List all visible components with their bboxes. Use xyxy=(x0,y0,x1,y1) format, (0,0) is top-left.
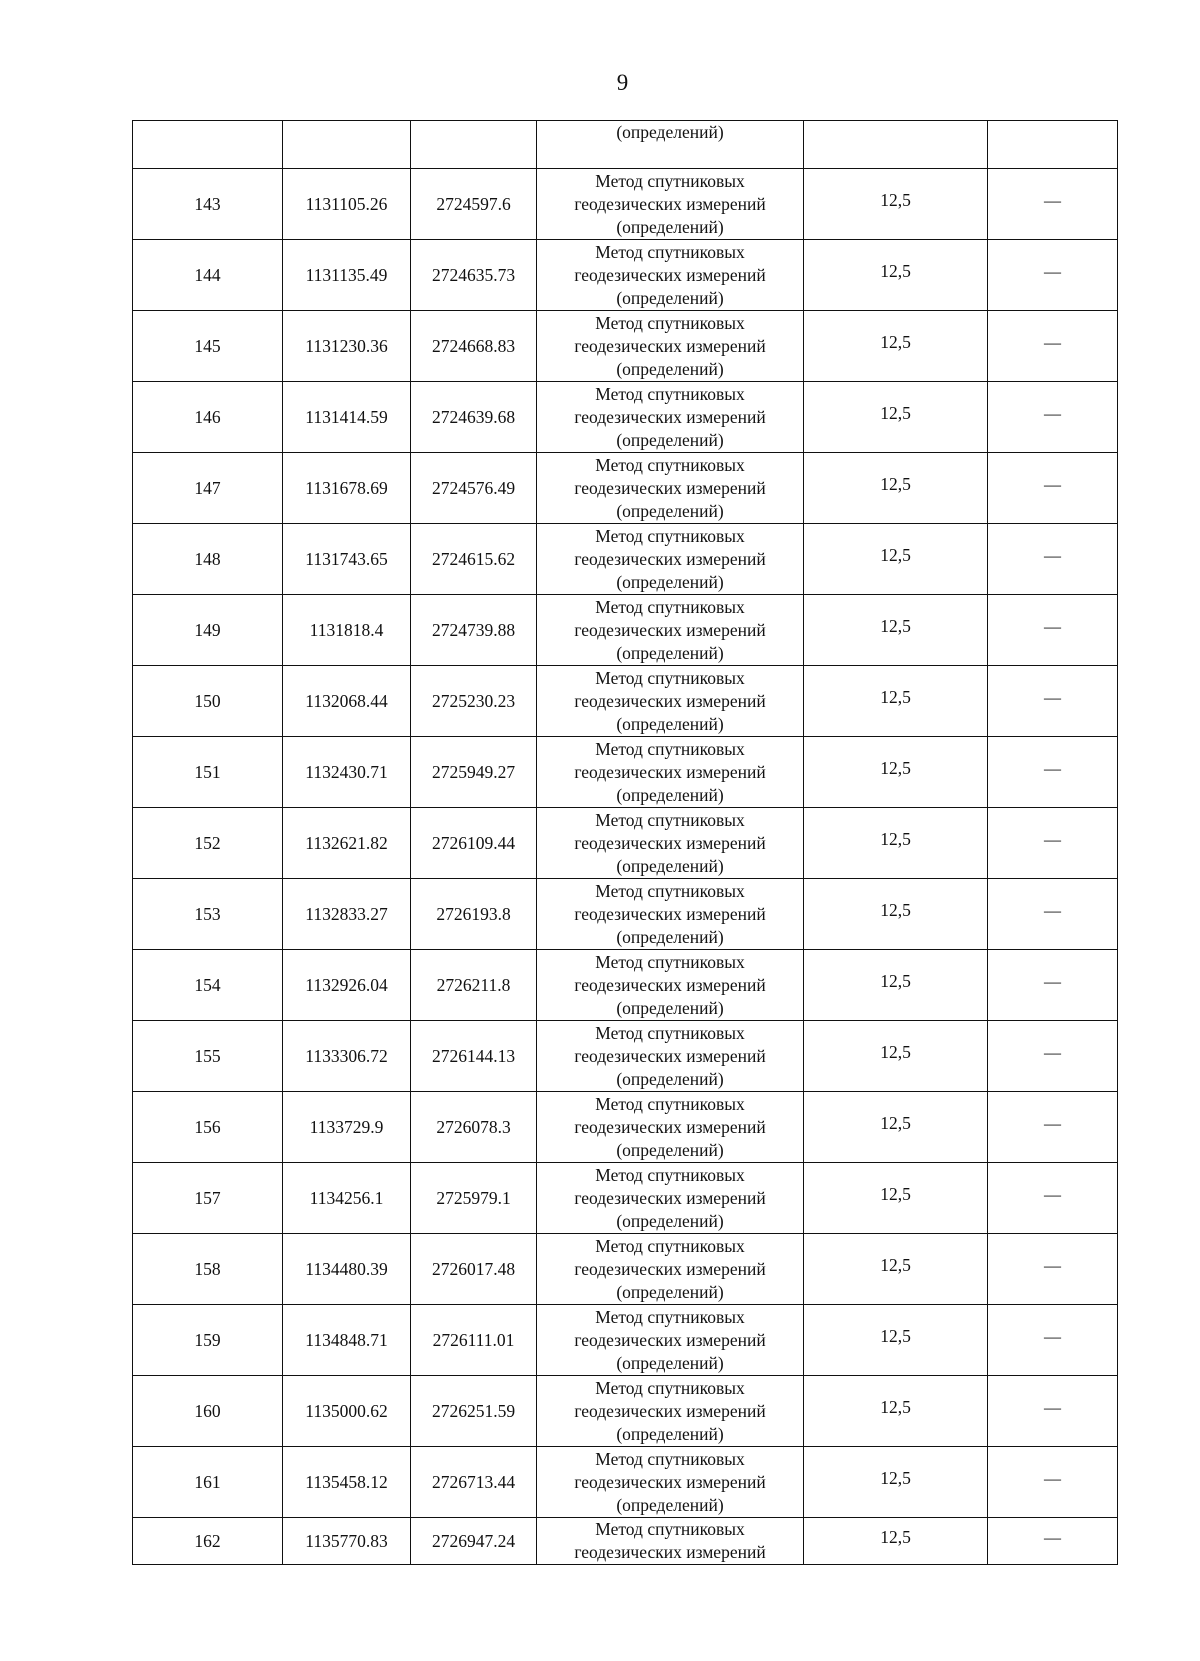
cell-note: — xyxy=(988,950,1118,1021)
cell-note: — xyxy=(988,1234,1118,1305)
cell-precision: 12,5 xyxy=(804,453,988,524)
method-line: (определений) xyxy=(616,1494,724,1515)
method-line: геодезических измерений xyxy=(574,690,766,711)
method-line: (определений) xyxy=(616,1281,724,1302)
cell-point-number: 148 xyxy=(133,524,283,595)
cell-method xyxy=(537,1021,804,1092)
method-line: геодезических измерений xyxy=(574,264,766,285)
cell-precision: 12,5 xyxy=(804,879,988,950)
cell-precision: 12,5 xyxy=(804,808,988,879)
method-line: (определений) xyxy=(616,358,724,379)
cell-method xyxy=(537,737,804,808)
method-line: (определений) xyxy=(616,216,724,237)
method-line: Метод спутниковых xyxy=(595,596,745,617)
cell-x xyxy=(283,121,411,169)
table-row xyxy=(133,1376,1118,1447)
cell-y: 2726109.44 xyxy=(411,808,537,879)
method-line: (определений) xyxy=(616,571,724,592)
table-row xyxy=(133,950,1118,1021)
method-line: (определений) xyxy=(616,1423,724,1444)
cell-point-number: 146 xyxy=(133,382,283,453)
cell-note: — xyxy=(988,808,1118,879)
method-line: (определений) xyxy=(616,429,724,450)
coordinates-table xyxy=(132,120,1118,1565)
method-line: геодезических измерений xyxy=(574,619,766,640)
method-line: (определений) xyxy=(616,855,724,876)
table-row xyxy=(133,240,1118,311)
cell-method xyxy=(537,524,804,595)
cell-precision xyxy=(804,121,988,169)
cell-y: 2726947.24 xyxy=(411,1518,537,1565)
table-row xyxy=(133,1163,1118,1234)
cell-precision: 12,5 xyxy=(804,737,988,808)
cell-point-number: 147 xyxy=(133,453,283,524)
table-row xyxy=(133,595,1118,666)
method-line: Метод спутниковых xyxy=(595,880,745,901)
method-line: (определений) xyxy=(616,926,724,947)
cell-precision: 12,5 xyxy=(804,1021,988,1092)
cell-point-number: 161 xyxy=(133,1447,283,1518)
cell-y: 2726211.8 xyxy=(411,950,537,1021)
cell-note: — xyxy=(988,453,1118,524)
cell-note: — xyxy=(988,879,1118,950)
cell-point-number: 152 xyxy=(133,808,283,879)
cell-method xyxy=(537,1447,804,1518)
method-line: Метод спутниковых xyxy=(595,170,745,191)
cell-point-number: 143 xyxy=(133,169,283,240)
cell-note: — xyxy=(988,1163,1118,1234)
method-line: Метод спутниковых xyxy=(595,951,745,972)
cell-note: — xyxy=(988,311,1118,382)
method-line: Метод спутниковых xyxy=(595,454,745,475)
method-line: геодезических измерений xyxy=(574,1116,766,1137)
cell-y: 2724639.68 xyxy=(411,382,537,453)
cell-precision: 12,5 xyxy=(804,1305,988,1376)
cell-x: 1133729.9 xyxy=(283,1092,411,1163)
cell-method xyxy=(537,808,804,879)
method-line: геодезических измерений xyxy=(574,193,766,214)
method-line: геодезических измерений xyxy=(574,406,766,427)
cell-precision: 12,5 xyxy=(804,666,988,737)
table-row xyxy=(133,737,1118,808)
cell-precision: 12,5 xyxy=(804,1376,988,1447)
continuation-row xyxy=(133,121,1118,169)
cell-y: 2726017.48 xyxy=(411,1234,537,1305)
cell-note: — xyxy=(988,240,1118,311)
cell-point-number: 156 xyxy=(133,1092,283,1163)
cell-method xyxy=(537,1234,804,1305)
cell-precision: 12,5 xyxy=(804,1092,988,1163)
cell-method xyxy=(537,382,804,453)
cell-point-number: 144 xyxy=(133,240,283,311)
method-line: Метод спутниковых xyxy=(595,1235,745,1256)
cell-precision: 12,5 xyxy=(804,382,988,453)
table-row xyxy=(133,524,1118,595)
method-line: геодезических измерений xyxy=(574,1329,766,1350)
cell-precision: 12,5 xyxy=(804,1163,988,1234)
method-line: (определений) xyxy=(616,784,724,805)
cell-y: 2726144.13 xyxy=(411,1021,537,1092)
cell-y xyxy=(411,121,537,169)
method-line: (определений) xyxy=(616,500,724,521)
method-line: (определений) xyxy=(616,1068,724,1089)
cell-point-number: 162 xyxy=(133,1518,283,1565)
cell-point-number: 145 xyxy=(133,311,283,382)
cell-x: 1134848.71 xyxy=(283,1305,411,1376)
cell-precision: 12,5 xyxy=(804,240,988,311)
cell-x: 1132833.27 xyxy=(283,879,411,950)
cell-note: — xyxy=(988,595,1118,666)
cell-y: 2724597.6 xyxy=(411,169,537,240)
table-body xyxy=(133,121,1118,1565)
cell-point-number: 158 xyxy=(133,1234,283,1305)
cell-x: 1132621.82 xyxy=(283,808,411,879)
cell-x: 1131230.36 xyxy=(283,311,411,382)
cell-precision: 12,5 xyxy=(804,1234,988,1305)
cell-note: — xyxy=(988,1376,1118,1447)
method-line: (определений) xyxy=(616,1352,724,1373)
table-row xyxy=(133,1447,1118,1518)
cell-point-number: 157 xyxy=(133,1163,283,1234)
cell-point-number: 150 xyxy=(133,666,283,737)
cell-y: 2726078.3 xyxy=(411,1092,537,1163)
cell-point-number: 153 xyxy=(133,879,283,950)
page-number: 9 xyxy=(616,70,629,95)
cell-note: — xyxy=(988,524,1118,595)
cell-point-number: 149 xyxy=(133,595,283,666)
table-row xyxy=(133,1518,1118,1565)
cell-x: 1131135.49 xyxy=(283,240,411,311)
method-line: (определений) xyxy=(616,1210,724,1231)
cell-x: 1134480.39 xyxy=(283,1234,411,1305)
cell-note: — xyxy=(988,1518,1118,1565)
cell-precision: 12,5 xyxy=(804,950,988,1021)
method-line: геодезических измерений xyxy=(574,1258,766,1279)
cell-point-number: 160 xyxy=(133,1376,283,1447)
method-line: геодезических измерений xyxy=(574,1471,766,1492)
cell-precision: 12,5 xyxy=(804,169,988,240)
cell-x: 1134256.1 xyxy=(283,1163,411,1234)
method-line: Метод спутниковых xyxy=(595,1519,745,1539)
cell-method xyxy=(537,1305,804,1376)
cell-precision: 12,5 xyxy=(804,1518,988,1565)
cell-x: 1133306.72 xyxy=(283,1021,411,1092)
method-line: (определений) xyxy=(616,713,724,734)
cell-y: 2725979.1 xyxy=(411,1163,537,1234)
cell-y: 2724739.88 xyxy=(411,595,537,666)
cell-y: 2726193.8 xyxy=(411,879,537,950)
cell-y: 2725949.27 xyxy=(411,737,537,808)
method-line: Метод спутниковых xyxy=(595,809,745,830)
cell-point-number: 155 xyxy=(133,1021,283,1092)
method-line: геодезических измерений xyxy=(574,548,766,569)
method-line: Метод спутниковых xyxy=(595,738,745,759)
method-line: Метод спутниковых xyxy=(595,1377,745,1398)
method-line: (определений) xyxy=(616,287,724,308)
table-row xyxy=(133,1092,1118,1163)
cell-method xyxy=(537,1376,804,1447)
cell-precision: 12,5 xyxy=(804,595,988,666)
method-line: геодезических измерений xyxy=(574,1187,766,1208)
cell-y: 2726251.59 xyxy=(411,1376,537,1447)
cell-method xyxy=(537,169,804,240)
table-row xyxy=(133,1234,1118,1305)
table-row xyxy=(133,311,1118,382)
table-row xyxy=(133,808,1118,879)
cell-method xyxy=(537,240,804,311)
method-line: Метод спутниковых xyxy=(595,1164,745,1185)
method-line: геодезических измерений xyxy=(574,477,766,498)
cell-method xyxy=(537,595,804,666)
method-line: (определений) xyxy=(616,1139,724,1160)
cell-y: 2724615.62 xyxy=(411,524,537,595)
cell-x: 1135458.12 xyxy=(283,1447,411,1518)
method-line: геодезических измерений xyxy=(574,832,766,853)
cell-precision: 12,5 xyxy=(804,524,988,595)
cell-note xyxy=(988,121,1118,169)
table-row xyxy=(133,169,1118,240)
method-line: геодезических измерений xyxy=(574,1045,766,1066)
cell-x: 1131414.59 xyxy=(283,382,411,453)
cell-y: 2724668.83 xyxy=(411,311,537,382)
cell-method xyxy=(537,666,804,737)
cell-x: 1131818.4 xyxy=(283,595,411,666)
cell-method xyxy=(537,311,804,382)
cell-precision: 12,5 xyxy=(804,311,988,382)
cell-method xyxy=(537,1163,804,1234)
cell-x: 1131105.26 xyxy=(283,169,411,240)
cell-point-number: 159 xyxy=(133,1305,283,1376)
cell-x: 1135770.83 xyxy=(283,1518,411,1565)
cell-y: 2724576.49 xyxy=(411,453,537,524)
cell-y: 2726111.01 xyxy=(411,1305,537,1376)
method-line: Метод спутниковых xyxy=(595,1448,745,1469)
cell-point-number: 151 xyxy=(133,737,283,808)
table-row xyxy=(133,453,1118,524)
method-line: (определений) xyxy=(616,997,724,1018)
method-line: Метод спутниковых xyxy=(595,1022,745,1043)
cell-x: 1131743.65 xyxy=(283,524,411,595)
table-row xyxy=(133,666,1118,737)
cell-x: 1131678.69 xyxy=(283,453,411,524)
cell-note: — xyxy=(988,1447,1118,1518)
method-line: Метод спутниковых xyxy=(595,525,745,546)
cell-point-number xyxy=(133,121,283,169)
cell-note: — xyxy=(988,382,1118,453)
cell-x: 1135000.62 xyxy=(283,1376,411,1447)
cell-y: 2725230.23 xyxy=(411,666,537,737)
cell-y: 2724635.73 xyxy=(411,240,537,311)
cell-x: 1132926.04 xyxy=(283,950,411,1021)
cell-method xyxy=(537,453,804,524)
method-line: Метод спутниковых xyxy=(595,1093,745,1114)
cell-note: — xyxy=(988,737,1118,808)
cell-point-number: 154 xyxy=(133,950,283,1021)
table-row xyxy=(133,382,1118,453)
table-row xyxy=(133,1021,1118,1092)
method-line: Метод спутниковых xyxy=(595,383,745,404)
method-line: геодезических измерений xyxy=(574,903,766,924)
method-line: геодезических измерений xyxy=(574,1542,766,1562)
table-row xyxy=(133,1305,1118,1376)
method-line: геодезических измерений xyxy=(574,1400,766,1421)
cell-note: — xyxy=(988,666,1118,737)
method-line: геодезических измерений xyxy=(574,974,766,995)
table-row xyxy=(133,879,1118,950)
method-line: Метод спутниковых xyxy=(595,312,745,333)
cell-method xyxy=(537,950,804,1021)
cell-note: — xyxy=(988,1092,1118,1163)
cell-x: 1132430.71 xyxy=(283,737,411,808)
method-line: Метод спутниковых xyxy=(595,667,745,688)
cell-x: 1132068.44 xyxy=(283,666,411,737)
cell-precision: 12,5 xyxy=(804,1447,988,1518)
cell-method xyxy=(537,1092,804,1163)
method-line: геодезических измерений xyxy=(574,335,766,356)
cell-method xyxy=(537,879,804,950)
method-line: геодезических измерений xyxy=(574,761,766,782)
cell-method: (определений) xyxy=(537,121,804,169)
method-line: (определений) xyxy=(616,642,724,663)
cell-note: — xyxy=(988,169,1118,240)
cell-y: 2726713.44 xyxy=(411,1447,537,1518)
cell-method xyxy=(537,1518,804,1565)
cell-note: — xyxy=(988,1305,1118,1376)
method-line: Метод спутниковых xyxy=(595,241,745,262)
method-line: Метод спутниковых xyxy=(595,1306,745,1327)
cell-note: — xyxy=(988,1021,1118,1092)
